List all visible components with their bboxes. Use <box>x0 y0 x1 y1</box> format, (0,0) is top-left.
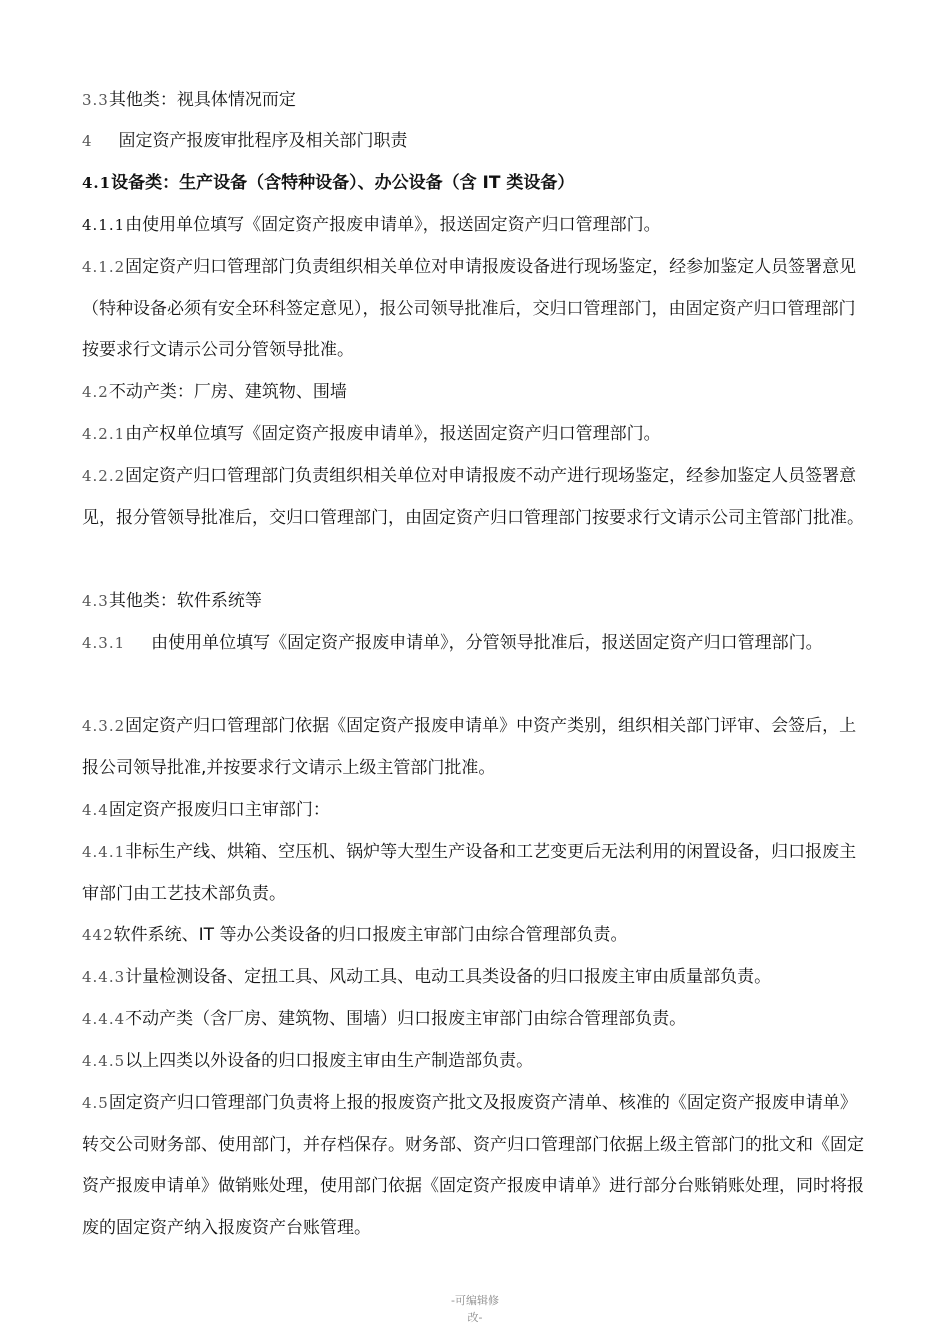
section-text: 不动产类：厂房、建筑物、围墙 <box>108 382 347 402</box>
section-number: 3.3 <box>82 91 109 109</box>
section-number: 4.1.2 <box>82 258 126 276</box>
section-number: 4.2.1 <box>82 425 126 443</box>
section-text: 由使用单位填写《固定资产报废申请单》，报送固定资产归口管理部门。 <box>125 215 661 235</box>
section-text: 由使用单位填写《固定资产报废申请单》，分管领导批准后，报送固定资产归口管理部门。 <box>151 633 823 653</box>
section-number: 4.4.5 <box>82 1052 126 1070</box>
section-text: 非标生产线、烘箱、空压机、锅炉等大型生产设备和工艺变更后无法利用的闲置设备，归口报废主审部门由工艺技术部负责。 <box>82 842 857 904</box>
section-text: 软件系统、IT 等办公类设备的归口报废主审部门由综合管理部负责。 <box>113 925 628 945</box>
section-number: 4.4.3 <box>82 968 126 986</box>
section-number: 4.1 <box>82 174 112 192</box>
section-text: 固定资产归口管理部门负责组织相关单位对申请报废设备进行现场鉴定，经参加鉴定人员签署意见（特种设备必须有安全环科签定意见），报公司领导批准后，交归口管理部门，由固定资产归口管理部门按要求行文请示公司分管领导批准。 <box>82 257 857 360</box>
section-number: 4.4.4 <box>82 1010 126 1028</box>
section-text: 以上四类以外设备的归口报废主审由生产制造部负责。 <box>125 1051 534 1071</box>
para-4-5 <box>82 1083 872 1249</box>
para-4-4-2 <box>82 915 872 957</box>
section-number: 4.5 <box>82 1094 109 1112</box>
para-4-2-1 <box>82 414 872 456</box>
para-4-2-2 <box>82 456 872 539</box>
section-text: 固定资产归口管理部门负责组织相关单位对申请报废不动产进行现场鉴定，经参加鉴定人员签署意见，报分管领导批准后，交归口管理部门，由固定资产归口管理部门按要求行文请示公司主管部门批准。 <box>82 466 864 528</box>
para-4-4-5 <box>82 1041 872 1083</box>
section-text: 其他类：视具体情况而定 <box>108 90 296 110</box>
section-text: 其他类：软件系统等 <box>108 591 262 611</box>
para-4-4-3 <box>82 957 872 999</box>
para-3-3 <box>82 80 872 122</box>
section-text: 固定资产归口管理部门依据《固定资产报废申请单》中资产类别，组织相关部门评审、会签后，上报公司领导批准,并按要求行文请示上级主管部门批准。 <box>82 716 857 778</box>
section-number: 4.3.1 <box>82 634 126 652</box>
section-number: 4.3 <box>82 592 109 610</box>
section-text: 设备类：生产设备（含特种设备）、办公设备（含 IT 类设备） <box>111 173 575 193</box>
section-text: 计量检测设备、定扭工具、风动工具、电动工具类设备的归口报废主审由质量部负责。 <box>125 967 772 987</box>
para-4-1 <box>82 163 872 205</box>
para-4-4 <box>82 790 872 832</box>
section-number: 4.2 <box>82 383 109 401</box>
para-4 <box>82 121 872 163</box>
footer-line-1: -可编辑修 <box>451 1294 499 1307</box>
section-text: 固定资产报废归口主审部门： <box>108 800 330 820</box>
section-text: 由产权单位填写《固定资产报废申请单》，报送固定资产归口管理部门。 <box>125 424 661 444</box>
section-text: 固定资产归口管理部门负责将上报的报废资产批文及报废资产清单、核准的《固定资产报废申请单》转交公司财务部、使用部门，并存档保存。财务部、资产归口管理部门依据上级主管部门的批文和《固定资产报废申请单》做销账处理，使用部门依据《固定资产报废申请单》进行部分台账销账处理，同时将报废的固定资产纳入报废资产台账管理。 <box>82 1093 864 1238</box>
para-4-4-4 <box>82 999 872 1041</box>
para-4-3-1 <box>82 623 872 665</box>
section-text: 不动产类（含厂房、建筑物、围墙）归口报废主审部门由综合管理部负责。 <box>125 1009 687 1029</box>
para-4-1-2 <box>82 247 872 372</box>
para-4-3-2 <box>82 706 872 789</box>
section-number: 442 <box>82 926 114 944</box>
footer-line-2: 改- <box>467 1311 483 1324</box>
section-number: 4.1.1 <box>82 216 126 234</box>
section-number: 4 <box>82 132 93 150</box>
para-4-3 <box>82 581 872 623</box>
section-number: 4.2.2 <box>82 467 126 485</box>
section-number: 4.3.2 <box>82 717 126 735</box>
section-number: 4.4 <box>82 801 109 819</box>
section-number: 4.4.1 <box>82 843 126 861</box>
para-4-4-1 <box>82 832 872 915</box>
para-4-1-1 <box>82 205 872 247</box>
page-footer <box>0 1292 950 1326</box>
para-4-2 <box>82 372 872 414</box>
section-text: 固定资产报废审批程序及相关部门职责 <box>118 131 408 151</box>
